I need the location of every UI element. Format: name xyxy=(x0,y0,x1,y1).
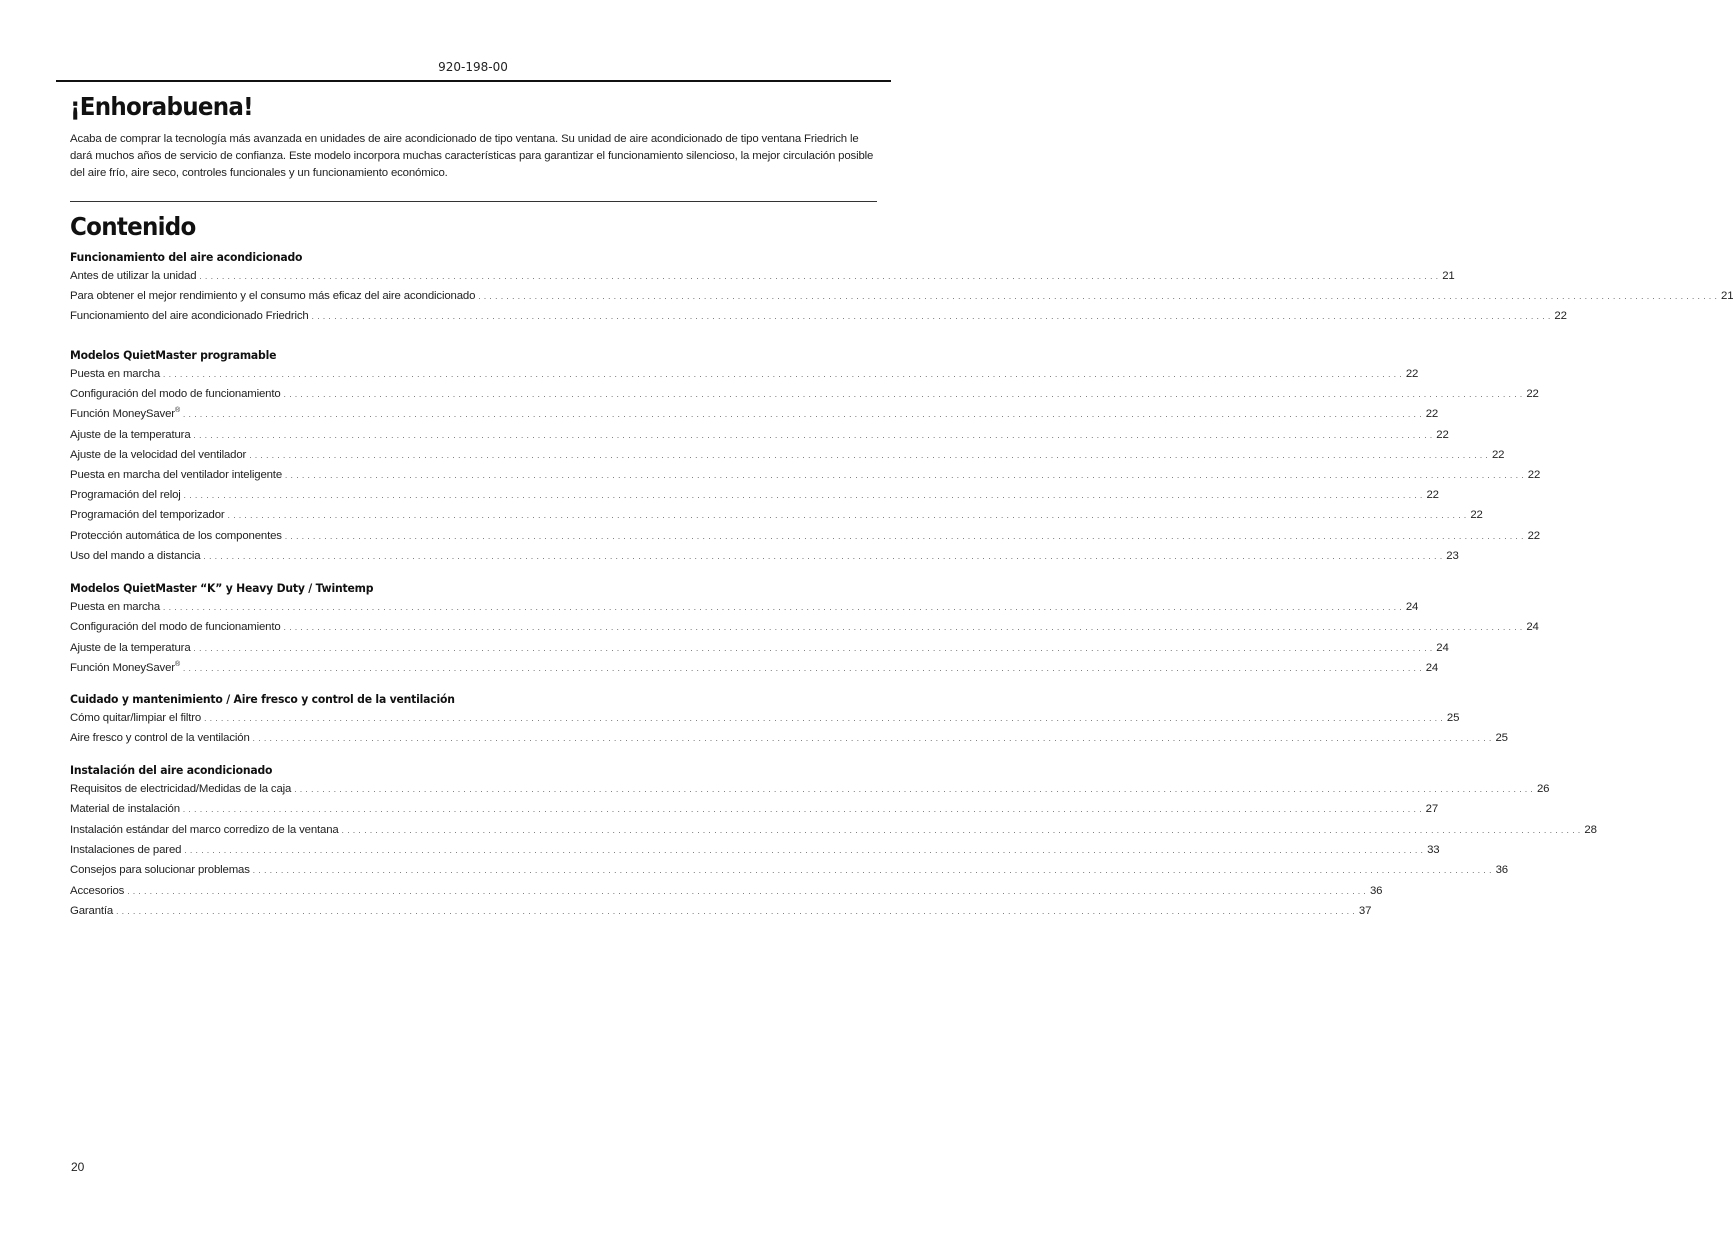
dot-leader: . . . . . . . . . . . . . . . . . . . . . . . . . . . . . . . . . . . . . . . . . . . . . . . . . . . . . . . . . . . . . . . . . . . . . . . . . . . . . . . . . . . . . . . . . . . . . . . . . . . . . . . . . . . . . . . . . . . . . . . . . . . . . . . . . . . . . . . . . . . . . . . . . . . . . . . . . . . . . . . . . . . . . . . . . . . . . . . . . . . . . . . . . . . . . . . . . . . . . . . . . . . . . . . . . . . . . . . . . . . . xyxy=(294,785,1534,794)
toc-entry-page: 33 xyxy=(1427,844,1440,856)
toc-entry-label-text: Puesta en marcha xyxy=(70,368,161,380)
registered-mark: ® xyxy=(174,407,180,415)
toc-entry-label-text: Programación del temporizador xyxy=(70,509,225,521)
toc-entry-label-text: Ajuste de la velocidad del ventilador xyxy=(70,449,247,461)
toc-entry-label-text: Configuración del modo de funcionamiento xyxy=(70,388,281,400)
toc-entry-page: 22 xyxy=(1527,469,1541,481)
toc-entry-label-text: Para obtener el mejor rendimiento y el consumo más eficaz del aire acondicionado xyxy=(70,290,476,302)
contents-title: Contenido xyxy=(70,212,196,241)
toc-entry[interactable] xyxy=(70,310,1567,326)
toc-entry-label-text: Puesta en marcha del ventilador inteligente xyxy=(70,469,283,481)
dot-leader: . . . . . . . . . . . . . . . . . . . . . . . . . . . . . . . . . . . . . . . . . . . . . . . . . . . . . . . . . . . . . . . . . . . . . . . . . . . . . . . . . . . . . . . . . . . . . . . . . . . . . . . . . . . . . . . . . . . . . . . . . . . . . . . . . . . . . . . . . . . . . . . . . . . . . . . . . . . . . . . . . . . . . . . . . . . . . . . . . . . . . . . . . . . . . . . . . . . . . . . . . . . . . . . . . . . . . . . . . . . . xyxy=(252,734,1492,743)
toc-entry-label-text: Cómo quitar/limpiar el filtro xyxy=(70,712,202,724)
dot-leader: . . . . . . . . . . . . . . . . . . . . . . . . . . . . . . . . . . . . . . . . . . . . . . . . . . . . . . . . . . . . . . . . . . . . . . . . . . . . . . . . . . . . . . . . . . . . . . . . . . . . . . . . . . . . . . . . . . . . . . . . . . . . . . . . . . . . . . . . . . . . . . . . . . . . . . . . . . . . . . . . . . . . . . . . . . . . . . . . . . . . . . . . . . . . . . . . . . . . . . . . . . . . . . . . . . . . . . . . . . . . xyxy=(283,390,1523,399)
toc-entry-label xyxy=(70,803,180,815)
toc-entry-page: 21 xyxy=(1442,270,1455,282)
dot-leader: . . . . . . . . . . . . . . . . . . . . . . . . . . . . . . . . . . . . . . . . . . . . . . . . . . . . . . . . . . . . . . . . . . . . . . . . . . . . . . . . . . . . . . . . . . . . . . . . . . . . . . . . . . . . . . . . . . . . . . . . . . . . . . . . . . . . . . . . . . . . . . . . . . . . . . . . . . . . . . . . . . . . . . . . . . . . . . . . . . . . . . . . . . . . . . . . . . . . . . . . . . . . . . . . . . . . . . . . . . . . xyxy=(193,431,1433,440)
toc-entry-label xyxy=(70,509,225,521)
toc-entry-label xyxy=(70,621,281,633)
toc-entry-label-text: Configuración del modo de funcionamiento xyxy=(70,621,281,633)
toc-entry-label xyxy=(70,601,160,613)
toc-entry-label xyxy=(70,429,191,441)
toc-entry[interactable] xyxy=(70,489,1439,505)
dot-leader: . . . . . . . . . . . . . . . . . . . . . . . . . . . . . . . . . . . . . . . . . . . . . . . . . . . . . . . . . . . . . . . . . . . . . . . . . . . . . . . . . . . . . . . . . . . . . . . . . . . . . . . . . . . . . . . . . . . . . . . . . . . . . . . . . . . . . . . . . . . . . . . . . . . . . . . . . . . . . . . . . . . . . . . . . . . . . . . . . . . . . . . . . . . . . . . . . . . . . . . . . . . . . . . . . . . . . . . . . . . . xyxy=(183,491,1423,500)
document-number: 920-198-00 xyxy=(438,60,508,74)
toc-entry-label xyxy=(70,449,246,461)
toc-entry-label-text: Garantía xyxy=(70,905,114,917)
section-divider xyxy=(70,201,877,202)
toc-entry-page: 24 xyxy=(1436,642,1449,654)
toc-entry-page: 24 xyxy=(1405,601,1419,613)
toc-entry[interactable] xyxy=(70,844,1440,860)
toc-entry[interactable] xyxy=(70,712,1460,728)
toc-entry-label-text: Ajuste de la temperatura xyxy=(70,642,191,654)
toc-entry-label-text: Puesta en marcha xyxy=(70,601,161,613)
toc-entry-page: 24 xyxy=(1425,662,1439,674)
toc-entry-label xyxy=(70,530,282,542)
toc-entry-label-text: Ajuste de la temperatura xyxy=(70,429,191,441)
toc-entry-page: 36 xyxy=(1370,885,1383,897)
dot-leader: . . . . . . . . . . . . . . . . . . . . . . . . . . . . . . . . . . . . . . . . . . . . . . . . . . . . . . . . . . . . . . . . . . . . . . . . . . . . . . . . . . . . . . . . . . . . . . . . . . . . . . . . . . . . . . . . . . . . . . . . . . . . . . . . . . . . . . . . . . . . . . . . . . . . . . . . . . . . . . . . . . . . . . . . . . . . . . . . . . . . . . . . . . . . . . . . . . . . . . . . . . . . . . . . . . . . . . . . . . . . xyxy=(283,623,1523,632)
toc-entry-label xyxy=(70,290,475,302)
toc-entry-label xyxy=(70,270,196,282)
toc-entry[interactable] xyxy=(70,407,1439,424)
toc-entry-page: 22 xyxy=(1554,310,1567,322)
toc-section-title: Modelos QuietMaster programable xyxy=(70,348,277,362)
toc-entry-label xyxy=(70,885,124,897)
toc-entry-label-text: Instalación estándar del marco corredizo de la ventana xyxy=(70,824,339,836)
dot-leader: . . . . . . . . . . . . . . . . . . . . . . . . . . . . . . . . . . . . . . . . . . . . . . . . . . . . . . . . . . . . . . . . . . . . . . . . . . . . . . . . . . . . . . . . . . . . . . . . . . . . . . . . . . . . . . . . . . . . . . . . . . . . . . . . . . . . . . . . . . . . . . . . . . . . . . . . . . . . . . . . . . . . . . . . . . . . . . . . . . . . . . . . . . . . . . . . . . . . . . . . . . . . . . . . . . . . . . . . . . . . xyxy=(163,603,1403,612)
dot-leader: . . . . . . . . . . . . . . . . . . . . . . . . . . . . . . . . . . . . . . . . . . . . . . . . . . . . . . . . . . . . . . . . . . . . . . . . . . . . . . . . . . . . . . . . . . . . . . . . . . . . . . . . . . . . . . . . . . . . . . . . . . . . . . . . . . . . . . . . . . . . . . . . . . . . . . . . . . . . . . . . . . . . . . . . . . . . . . . . . . . . . . . . . . . . . . . . . . . . . . . . . . . . . . . . . . . . . . . . . . . . xyxy=(184,846,1424,855)
toc-entry-label xyxy=(70,368,160,380)
toc-entry[interactable] xyxy=(70,905,1372,921)
toc-entry-label xyxy=(70,408,180,420)
toc-entry[interactable] xyxy=(70,290,1733,306)
dot-leader: . . . . . . . . . . . . . . . . . . . . . . . . . . . . . . . . . . . . . . . . . . . . . . . . . . . . . . . . . . . . . . . . . . . . . . . . . . . . . . . . . . . . . . . . . . . . . . . . . . . . . . . . . . . . . . . . . . . . . . . . . . . . . . . . . . . . . . . . . . . . . . . . . . . . . . . . . . . . . . . . . . . . . . . . . . . . . . . . . . . . . . . . . . . . . . . . . . . . . . . . . . . . . . . . . . . . . . . . . . . . xyxy=(285,471,1525,480)
toc-entry-label xyxy=(70,824,339,836)
toc-entry-label xyxy=(70,732,250,744)
toc-entry-label xyxy=(70,905,113,917)
dot-leader: . . . . . . . . . . . . . . . . . . . . . . . . . . . . . . . . . . . . . . . . . . . . . . . . . . . . . . . . . . . . . . . . . . . . . . . . . . . . . . . . . . . . . . . . . . . . . . . . . . . . . . . . . . . . . . . . . . . . . . . . . . . . . . . . . . . . . . . . . . . . . . . . . . . . . . . . . . . . . . . . . . . . . . . . . . . . . . . . . . . . . . . . . . . . . . . . . . . . . . . . . . . . . . . . . . . . . . . . . . . . xyxy=(182,410,1423,419)
toc-entry[interactable] xyxy=(70,449,1505,465)
toc-entry-page: 23 xyxy=(1446,550,1459,562)
dot-leader: . . . . . . . . . . . . . . . . . . . . . . . . . . . . . . . . . . . . . . . . . . . . . . . . . . . . . . . . . . . . . . . . . . . . . . . . . . . . . . . . . . . . . . . . . . . . . . . . . . . . . . . . . . . . . . . . . . . . . . . . . . . . . . . . . . . . . . . . . . . . . . . . . . . . . . . . . . . . . . . . . . . . . . . . . . . . . . . . . . . . . . . . . . . . . . . . . . . . . . . . . . . . . . . . . . . . . . . . . . . . xyxy=(341,826,1581,835)
toc-entry-label-text: Consejos para solucionar problemas xyxy=(70,864,250,876)
toc-entry-page: 22 xyxy=(1426,489,1439,501)
toc-entry-label xyxy=(70,864,250,876)
toc-entry-label xyxy=(70,388,281,400)
toc-entry-label-text: Antes de utilizar la unidad xyxy=(70,270,197,282)
toc-entry-label-text: Material de instalación xyxy=(70,803,180,815)
toc-entry[interactable] xyxy=(70,783,1550,799)
toc-entry-label xyxy=(70,712,201,724)
dot-leader: . . . . . . . . . . . . . . . . . . . . . . . . . . . . . . . . . . . . . . . . . . . . . . . . . . . . . . . . . . . . . . . . . . . . . . . . . . . . . . . . . . . . . . . . . . . . . . . . . . . . . . . . . . . . . . . . . . . . . . . . . . . . . . . . . . . . . . . . . . . . . . . . . . . . . . . . . . . . . . . . . . . . . . . . . . . . . . . . . . . . . . . . . . . . . . . . . . . . . . . . . . . . . . . . . . . . . . . . . . . . xyxy=(182,805,1423,814)
toc-section-title: Cuidado y mantenimiento / Aire fresco y control de la ventilación xyxy=(70,692,455,706)
toc-entry-page: 36 xyxy=(1495,864,1508,876)
intro-title: ¡Enhorabuena! xyxy=(70,92,253,121)
toc-entry[interactable] xyxy=(70,885,1383,901)
dot-leader: . . . . . . . . . . . . . . . . . . . . . . . . . . . . . . . . . . . . . . . . . . . . . . . . . . . . . . . . . . . . . . . . . . . . . . . . . . . . . . . . . . . . . . . . . . . . . . . . . . . . . . . . . . . . . . . . . . . . . . . . . . . . . . . . . . . . . . . . . . . . . . . . . . . . . . . . . . . . . . . . . . . . . . . . . . . . . . . . . . . . . . . . . . . . . . . . . . . . . . . . . . . . . . . . . . . . . . . . . . . . xyxy=(249,451,1489,460)
toc-section-title: Modelos QuietMaster “K” y Heavy Duty / Twintemp xyxy=(70,581,374,595)
toc-entry-label xyxy=(70,469,282,481)
dot-leader: . . . . . . . . . . . . . . . . . . . . . . . . . . . . . . . . . . . . . . . . . . . . . . . . . . . . . . . . . . . . . . . . . . . . . . . . . . . . . . . . . . . . . . . . . . . . . . . . . . . . . . . . . . . . . . . . . . . . . . . . . . . . . . . . . . . . . . . . . . . . . . . . . . . . . . . . . . . . . . . . . . . . . . . . . . . . . . . . . . . . . . . . . . . . . . . . . . . . . . . . . . . . . . . . . . . . . . . . . . . . xyxy=(478,292,1718,301)
toc-entry-label-text: Instalaciones de pared xyxy=(70,844,182,856)
toc-entry-page: 27 xyxy=(1425,803,1439,815)
toc-entry-label xyxy=(70,310,309,322)
toc-section-title: Instalación del aire acondicionado xyxy=(70,763,273,777)
toc-entry-label-text: Uso del mando a distancia xyxy=(70,550,201,562)
toc-entry-page: 24 xyxy=(1526,621,1539,633)
toc-entry-label xyxy=(70,489,181,501)
toc-entry-page: 22 xyxy=(1526,388,1539,400)
toc-entry[interactable] xyxy=(70,864,1508,880)
toc-entry[interactable] xyxy=(70,429,1449,445)
toc-entry-label-text: Programación del reloj xyxy=(70,489,181,501)
toc-entry-page: 21 xyxy=(1721,290,1733,302)
toc-entry-label-text: Funcionamiento del aire acondicionado Friedrich xyxy=(70,310,309,322)
dot-leader: . . . . . . . . . . . . . . . . . . . . . . . . . . . . . . . . . . . . . . . . . . . . . . . . . . . . . . . . . . . . . . . . . . . . . . . . . . . . . . . . . . . . . . . . . . . . . . . . . . . . . . . . . . . . . . . . . . . . . . . . . . . . . . . . . . . . . . . . . . . . . . . . . . . . . . . . . . . . . . . . . . . . . . . . . . . . . . . . . . . . . . . . . . . . . . . . . . . . . . . . . . . . . . . . . . . . . . . . . . . . xyxy=(203,552,1443,561)
toc-entry[interactable] xyxy=(70,388,1539,404)
intro-paragraph: Acaba de comprar la tecnología más avanzada en unidades de aire acondicionado de tipo ventana. Su unidad de aire acondicionado de tipo ventana Friedrich le dará muchos años de servicio de confianza. Este modelo incorpora muchas características para garantizar el funcionamiento silencioso, la mejor circulación posible del aire frío, aire seco, controles funcionales y un funcionamiento económico. xyxy=(70,133,874,179)
page-number: 20 xyxy=(71,1160,85,1174)
toc-entry-label-text: Accesorios xyxy=(70,885,125,897)
toc-entry-label xyxy=(70,642,191,654)
dot-leader: . . . . . . . . . . . . . . . . . . . . . . . . . . . . . . . . . . . . . . . . . . . . . . . . . . . . . . . . . . . . . . . . . . . . . . . . . . . . . . . . . . . . . . . . . . . . . . . . . . . . . . . . . . . . . . . . . . . . . . . . . . . . . . . . . . . . . . . . . . . . . . . . . . . . . . . . . . . . . . . . . . . . . . . . . . . . . . . . . . . . . . . . . . . . . . . . . . . . . . . . . . . . . . . . . . . . . . . . . . . . xyxy=(182,664,1423,673)
toc-entry-page: 22 xyxy=(1425,408,1439,420)
dot-leader: . . . . . . . . . . . . . . . . . . . . . . . . . . . . . . . . . . . . . . . . . . . . . . . . . . . . . . . . . . . . . . . . . . . . . . . . . . . . . . . . . . . . . . . . . . . . . . . . . . . . . . . . . . . . . . . . . . . . . . . . . . . . . . . . . . . . . . . . . . . . . . . . . . . . . . . . . . . . . . . . . . . . . . . . . . . . . . . . . . . . . . . . . . . . . . . . . . . . . . . . . . . . . . . . . . . . . . . . . . . . xyxy=(252,866,1492,875)
toc-entry[interactable] xyxy=(70,509,1483,525)
toc-entry[interactable] xyxy=(70,270,1455,286)
dot-leader: . . . . . . . . . . . . . . . . . . . . . . . . . . . . . . . . . . . . . . . . . . . . . . . . . . . . . . . . . . . . . . . . . . . . . . . . . . . . . . . . . . . . . . . . . . . . . . . . . . . . . . . . . . . . . . . . . . . . . . . . . . . . . . . . . . . . . . . . . . . . . . . . . . . . . . . . . . . . . . . . . . . . . . . . . . . . . . . . . . . . . . . . . . . . . . . . . . . . . . . . . . . . . . . . . . . . . . . . . . . . xyxy=(284,532,1524,541)
toc-entry[interactable] xyxy=(70,803,1439,819)
toc-entry[interactable] xyxy=(70,824,1597,840)
toc-entry[interactable] xyxy=(70,550,1459,566)
dot-leader: . . . . . . . . . . . . . . . . . . . . . . . . . . . . . . . . . . . . . . . . . . . . . . . . . . . . . . . . . . . . . . . . . . . . . . . . . . . . . . . . . . . . . . . . . . . . . . . . . . . . . . . . . . . . . . . . . . . . . . . . . . . . . . . . . . . . . . . . . . . . . . . . . . . . . . . . . . . . . . . . . . . . . . . . . . . . . . . . . . . . . . . . . . . . . . . . . . . . . . . . . . . . . . . . . . . . . . . . . . . . xyxy=(127,887,1367,896)
toc-entry-page: 22 xyxy=(1491,449,1505,461)
dot-leader: . . . . . . . . . . . . . . . . . . . . . . . . . . . . . . . . . . . . . . . . . . . . . . . . . . . . . . . . . . . . . . . . . . . . . . . . . . . . . . . . . . . . . . . . . . . . . . . . . . . . . . . . . . . . . . . . . . . . . . . . . . . . . . . . . . . . . . . . . . . . . . . . . . . . . . . . . . . . . . . . . . . . . . . . . . . . . . . . . . . . . . . . . . . . . . . . . . . . . . . . . . . . . . . . . . . . . . . . . . . . xyxy=(227,511,1467,520)
toc-entry[interactable] xyxy=(70,732,1508,748)
header-rule xyxy=(56,80,891,82)
toc-entry-page: 22 xyxy=(1527,530,1540,542)
toc-entry-page: 22 xyxy=(1436,429,1449,441)
dot-leader: . . . . . . . . . . . . . . . . . . . . . . . . . . . . . . . . . . . . . . . . . . . . . . . . . . . . . . . . . . . . . . . . . . . . . . . . . . . . . . . . . . . . . . . . . . . . . . . . . . . . . . . . . . . . . . . . . . . . . . . . . . . . . . . . . . . . . . . . . . . . . . . . . . . . . . . . . . . . . . . . . . . . . . . . . . . . . . . . . . . . . . . . . . . . . . . . . . . . . . . . . . . . . . . . . . . . . . . . . . . . xyxy=(204,714,1444,723)
toc-entry-label-text: Aire fresco y control de la ventilación xyxy=(70,732,250,744)
toc-entry-page: 28 xyxy=(1584,824,1597,836)
toc-entry[interactable] xyxy=(70,661,1439,678)
toc-entry-page: 22 xyxy=(1405,368,1419,380)
toc-entry-label-text: Requisitos de electricidad/Medidas de la caja xyxy=(70,783,292,795)
toc-entry-label-text: Función MoneySaver xyxy=(70,662,175,674)
toc-entry-label-text: Protección automática de los componentes xyxy=(70,530,282,542)
dot-leader: . . . . . . . . . . . . . . . . . . . . . . . . . . . . . . . . . . . . . . . . . . . . . . . . . . . . . . . . . . . . . . . . . . . . . . . . . . . . . . . . . . . . . . . . . . . . . . . . . . . . . . . . . . . . . . . . . . . . . . . . . . . . . . . . . . . . . . . . . . . . . . . . . . . . . . . . . . . . . . . . . . . . . . . . . . . . . . . . . . . . . . . . . . . . . . . . . . . . . . . . . . . . . . . . . . . . . . . . . . . . xyxy=(311,312,1551,321)
toc-entry[interactable] xyxy=(70,601,1419,617)
toc-entry-label xyxy=(70,550,201,562)
toc-entry-label xyxy=(70,844,181,856)
toc-entry[interactable] xyxy=(70,621,1539,637)
dot-leader: . . . . . . . . . . . . . . . . . . . . . . . . . . . . . . . . . . . . . . . . . . . . . . . . . . . . . . . . . . . . . . . . . . . . . . . . . . . . . . . . . . . . . . . . . . . . . . . . . . . . . . . . . . . . . . . . . . . . . . . . . . . . . . . . . . . . . . . . . . . . . . . . . . . . . . . . . . . . . . . . . . . . . . . . . . . . . . . . . . . . . . . . . . . . . . . . . . . . . . . . . . . . . . . . . . . . . . . . . . . . xyxy=(199,272,1439,281)
dot-leader: . . . . . . . . . . . . . . . . . . . . . . . . . . . . . . . . . . . . . . . . . . . . . . . . . . . . . . . . . . . . . . . . . . . . . . . . . . . . . . . . . . . . . . . . . . . . . . . . . . . . . . . . . . . . . . . . . . . . . . . . . . . . . . . . . . . . . . . . . . . . . . . . . . . . . . . . . . . . . . . . . . . . . . . . . . . . . . . . . . . . . . . . . . . . . . . . . . . . . . . . . . . . . . . . . . . . . . . . . . . . xyxy=(163,370,1403,379)
toc-section-title: Funcionamiento del aire acondicionado xyxy=(70,250,303,264)
dot-leader: . . . . . . . . . . . . . . . . . . . . . . . . . . . . . . . . . . . . . . . . . . . . . . . . . . . . . . . . . . . . . . . . . . . . . . . . . . . . . . . . . . . . . . . . . . . . . . . . . . . . . . . . . . . . . . . . . . . . . . . . . . . . . . . . . . . . . . . . . . . . . . . . . . . . . . . . . . . . . . . . . . . . . . . . . . . . . . . . . . . . . . . . . . . . . . . . . . . . . . . . . . . . . . . . . . . . . . . . . . . . xyxy=(193,644,1433,653)
toc-entry[interactable] xyxy=(70,642,1449,658)
toc-entry-page: 37 xyxy=(1358,905,1372,917)
toc-entry[interactable] xyxy=(70,530,1540,546)
toc-entry-page: 26 xyxy=(1536,783,1550,795)
toc-entry-page: 25 xyxy=(1495,732,1508,744)
registered-mark: ® xyxy=(174,661,180,669)
toc-entry-page: 22 xyxy=(1470,509,1483,521)
toc-entry-label-text: Función MoneySaver xyxy=(70,408,175,420)
toc-entry-label xyxy=(70,662,180,674)
toc-entry-label xyxy=(70,783,291,795)
toc-entry-page: 25 xyxy=(1446,712,1460,724)
toc-entry[interactable] xyxy=(70,469,1541,485)
dot-leader: . . . . . . . . . . . . . . . . . . . . . . . . . . . . . . . . . . . . . . . . . . . . . . . . . . . . . . . . . . . . . . . . . . . . . . . . . . . . . . . . . . . . . . . . . . . . . . . . . . . . . . . . . . . . . . . . . . . . . . . . . . . . . . . . . . . . . . . . . . . . . . . . . . . . . . . . . . . . . . . . . . . . . . . . . . . . . . . . . . . . . . . . . . . . . . . . . . . . . . . . . . . . . . . . . . . . . . . . . . . . xyxy=(116,907,1356,916)
toc-entry[interactable] xyxy=(70,368,1419,384)
